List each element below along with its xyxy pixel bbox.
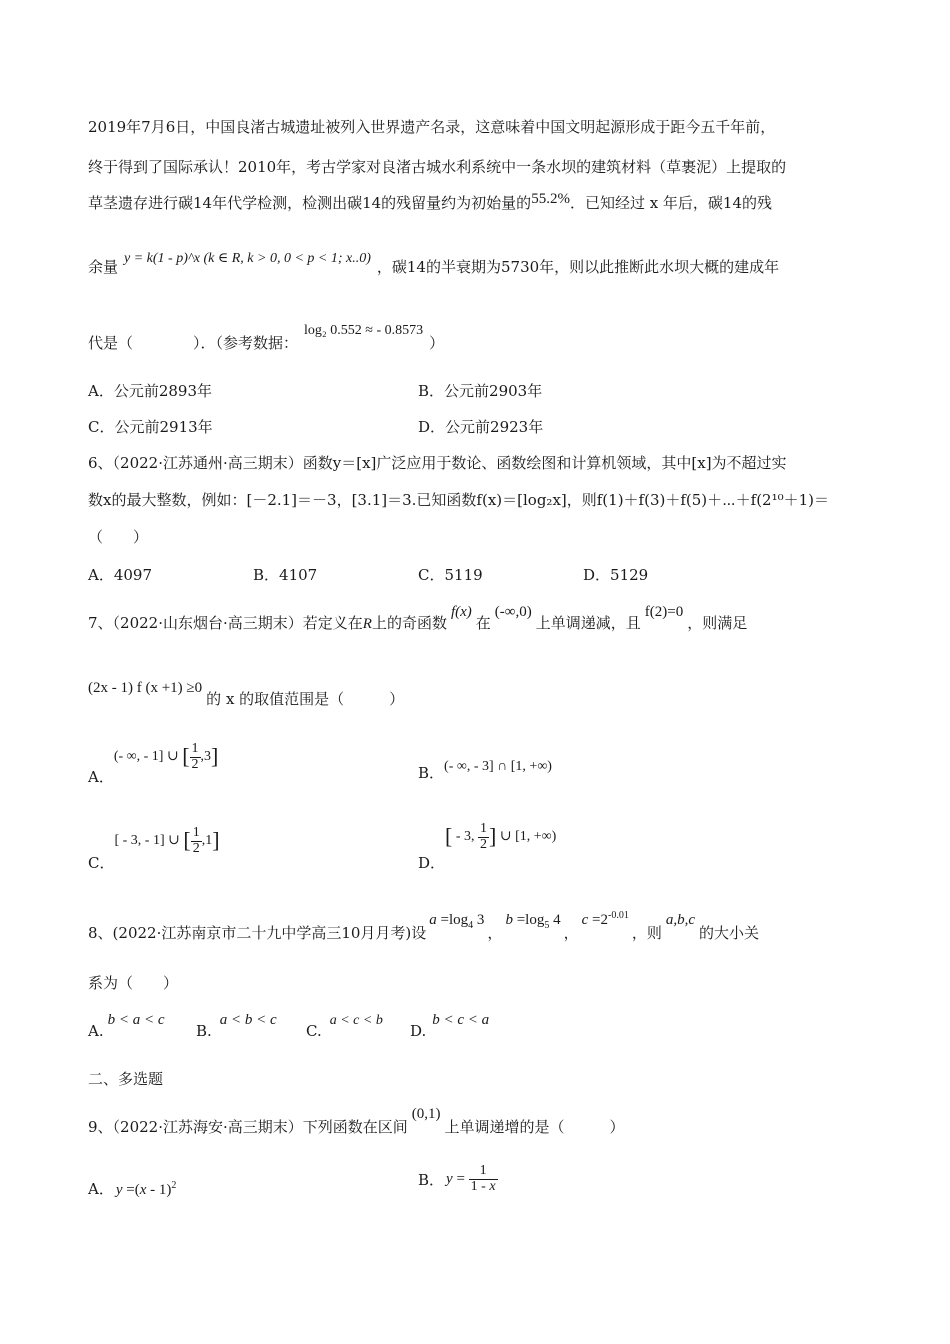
q5-line3: [88, 191, 773, 213]
q7-stem-b: 上的奇函数: [371, 614, 447, 632]
q5-line1: 2019年7月6日，中国良渚古城遗址被列入世界遗产名录，这意味着中国文明起源形成于距今五千年前，: [88, 118, 776, 136]
q8-stem-b: ，则: [631, 924, 662, 942]
q7-r: R: [362, 616, 372, 632]
q7-option-b-label: B．: [418, 764, 445, 782]
q8-option-b: [196, 1010, 277, 1040]
q9-option-b-label: B．: [418, 1170, 445, 1189]
q7-option-d: [418, 821, 557, 873]
q5-option-b: B．公元前2903年: [418, 382, 543, 400]
q7-option-c-label: C．: [88, 854, 115, 873]
q5-percent: 55.2%: [531, 191, 570, 207]
q6-line1: 6、（2022·江苏通州·高三期末）函数y＝[x]广泛应用于数论、函数绘图和计算机领域，其中[x]为不超过实: [88, 454, 787, 472]
q5-line5-text-b: ）: [429, 334, 445, 352]
q8-option-b-expr: a < b < c: [219, 1012, 277, 1028]
q6-option-c: C．5119: [418, 566, 483, 584]
q7-option-d-expr: [ - 3, $\frac{1}{2}$ ] ∪ [1, +∞): [445, 821, 557, 852]
q8-line2: 系为（ ）: [88, 974, 179, 992]
q5-line3-text-a: 草茎遗存进行碳14年代学检测，检测出碳14的残留量约为初始量的: [88, 194, 532, 212]
q6-option-b: B．4107: [253, 566, 318, 584]
q5-ref-formula: log₂ 0.552 ≈ - 0.8573: [304, 323, 424, 338]
q5-option-a: A．公元前2893年: [88, 382, 213, 400]
q7-condition: (2x - 1) f (x +1) ≥0: [88, 680, 203, 696]
q7-option-c: [88, 825, 220, 873]
q5-line4-text-b: ，碳14的半衰期为5730年，则以此推断此水坝大概的建成年: [376, 258, 780, 276]
q8-stem: 8、(2022·江苏南京市二十九中学高三10月月考)设$a =\log_4$ 3，$b =\log_5$ 4，$c =2^{-0.01}$，则a,b,c的大小关: [88, 910, 760, 942]
q7-stem-line2: [88, 680, 405, 709]
q5-formula: y = k(1 - p)^x (k ∈ R, k > 0, 0 < p < 1; x..0): [124, 251, 371, 266]
q5-line4: [88, 251, 780, 278]
q6-line3: （ ）: [88, 528, 149, 546]
q5-line4-text-a: 余量: [88, 258, 119, 276]
q8-abc: a,b,c: [665, 912, 696, 928]
q7-f2: f(2)=0: [644, 604, 684, 620]
q8-c-def: $c =2^{-0.01}$: [581, 910, 629, 928]
q7-option-d-label: D．: [418, 854, 446, 873]
q7-stem-a: 7、（2022·山东烟台·高三期末）若定义在: [88, 614, 363, 632]
q7-fx: f(x): [450, 604, 472, 620]
q9-option-b: [418, 1164, 498, 1194]
q7-stem-d: 上单调递减，且: [535, 614, 641, 632]
q7-stem-e: ，则满足: [687, 614, 748, 632]
q8-option-b-label: B.: [196, 1022, 212, 1040]
q7-option-a: [88, 741, 219, 787]
q8-option-d-label: D.: [410, 1022, 427, 1040]
q8-option-d: [410, 1010, 490, 1040]
section-heading-multiple-choice: 二、多选题: [88, 1070, 164, 1088]
q8-b-def: $b =\log_5$ 4: [505, 912, 561, 931]
q9-option-b-expr: y = $\frac{1}{1 - x}$: [446, 1163, 496, 1194]
q7-interval: (-∞,0): [494, 604, 532, 620]
q8-a-def: $a =\log_4$ 3: [429, 912, 485, 931]
q8-option-a-expr: b < a < c: [107, 1012, 165, 1028]
q8-option-d-expr: b < c < a: [432, 1012, 490, 1028]
q6-option-d: D．5129: [583, 566, 649, 584]
q9-stem: [88, 1106, 625, 1137]
q5-option-d: D．公元前2923年: [418, 418, 544, 436]
q9-option-a-expr: y =(x - 1)$^2$: [115, 1180, 177, 1198]
q7-stem-c: 在: [475, 614, 491, 632]
q9-stem-b: 上单调递增的是（ ）: [444, 1118, 625, 1136]
q9-stem-a: 9、（2022·江苏海安·高三期末）下列函数在区间: [88, 1118, 408, 1136]
q7-option-b-expr: (- ∞, - 3] ∩ [1, +∞): [444, 759, 552, 774]
q8-stem-a: 8、(2022·江苏南京市二十九中学高三10月月考)设: [88, 924, 427, 942]
q5-line2: 终于得到了国际承认！2010年，考古学家对良渚古城水利系统中一条水坝的建筑材料（草裹泥）上提取的: [88, 158, 787, 176]
q8-option-c-expr: a < c < b: [329, 1013, 383, 1028]
q9-interval: (0,1): [411, 1106, 441, 1122]
q5-option-c: C．公元前2913年: [88, 418, 213, 436]
q5-line5: [88, 323, 445, 354]
q7-option-a-label: A．: [88, 768, 114, 787]
q9-option-a-label: A．: [88, 1180, 114, 1198]
q8-option-c-label: C.: [306, 1022, 322, 1040]
q6-line2: 数x的最大整数，例如：[－2.1]＝－3，[3.1]＝3.已知函数f(x)＝[log₂x]，则f(1)＋f(3)＋f(5)＋⋯＋f(2¹⁰＋1)＝: [88, 491, 830, 509]
q9-option-a: [88, 1180, 176, 1199]
q7-option-a-expr: (- ∞, - 1] ∪ [ $\frac{1}{2}$ ,3]: [113, 741, 219, 772]
q8-option-c: [306, 1010, 383, 1040]
q5-line5-text-a: 代是（ ）．（参考数据：: [88, 334, 299, 352]
q7-option-b: [418, 756, 552, 782]
q7-stem-f: 的 x 的取值范围是（ ）: [206, 690, 405, 708]
q8-option-a-label: A.: [88, 1022, 104, 1040]
q6-option-a: A．4097: [88, 566, 153, 584]
q8-option-a: [88, 1010, 165, 1040]
q7-stem: [88, 604, 748, 633]
q8-stem-c: 的大小关: [699, 924, 760, 942]
q5-line3-text-b: ．已知经过 x 年后，碳14的残: [569, 194, 773, 212]
q7-option-c-expr: [ - 3, - 1] ∪ [ $\frac{1}{2}$ ,1]: [114, 825, 220, 856]
